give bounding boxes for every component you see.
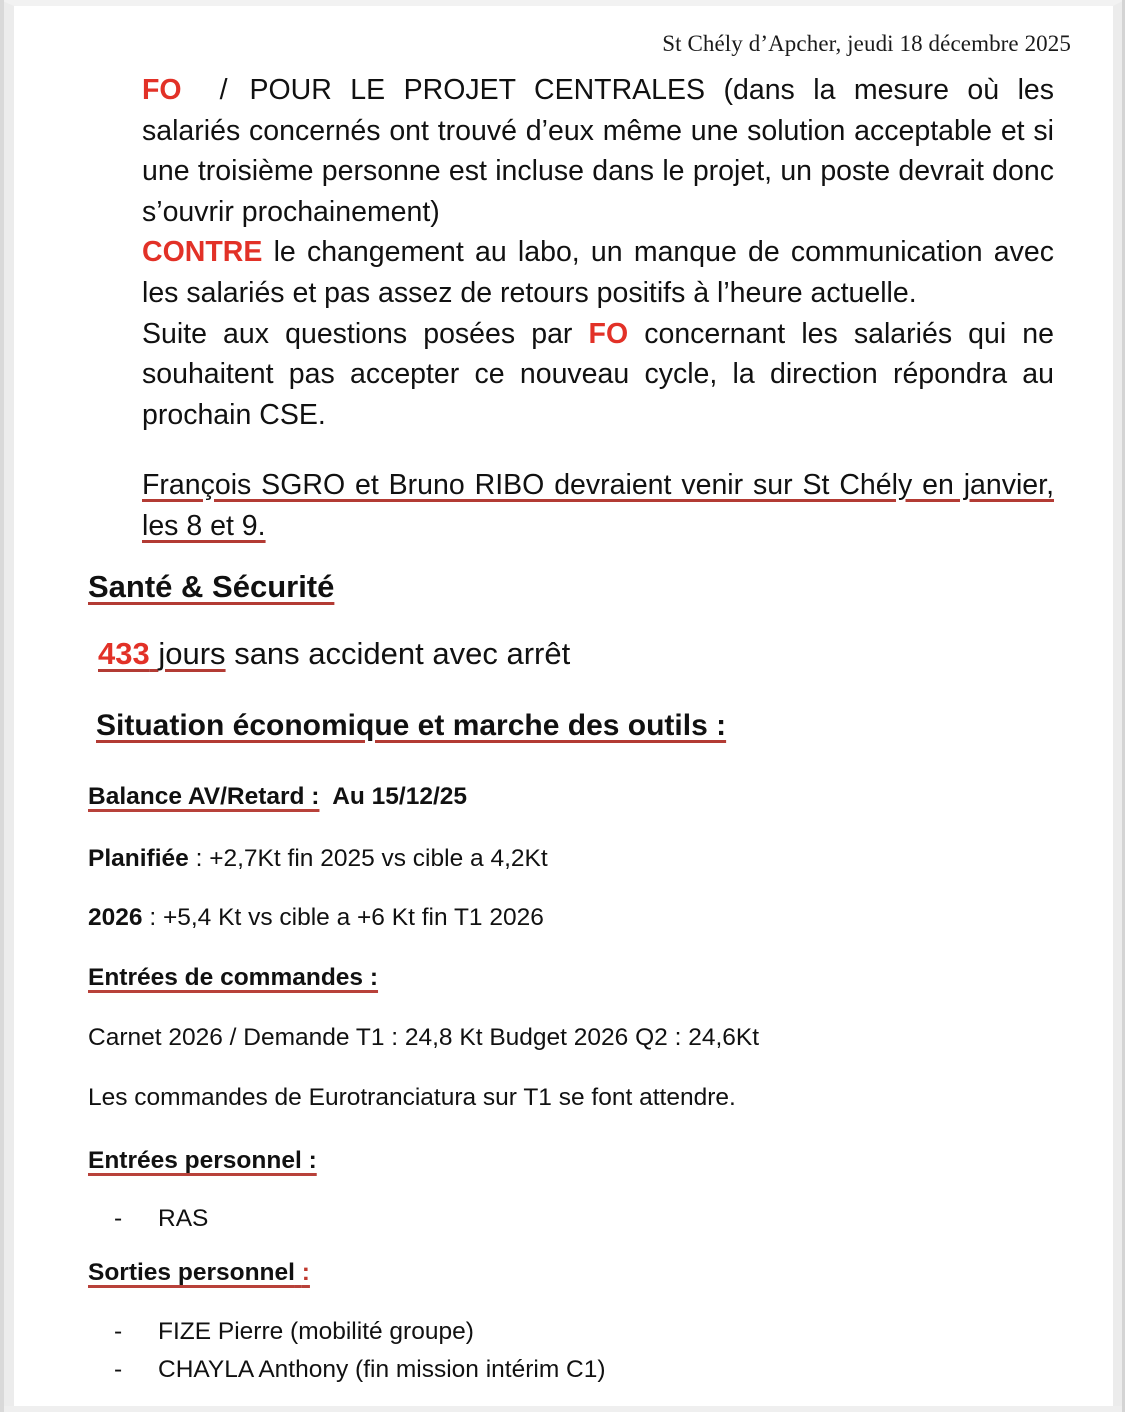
paragraph-visite-text: François SGRO et Bruno RIBO devraient venir sur St Chély en janvier, les 8 et 9. bbox=[142, 469, 1054, 542]
bullet-dash-icon: - bbox=[114, 1205, 123, 1232]
list-item-label: RAS bbox=[158, 1205, 209, 1232]
list-item bbox=[114, 1205, 208, 1233]
paragraph-visite-block bbox=[142, 465, 1054, 546]
document-sheet bbox=[14, 6, 1113, 1406]
paragraph-suite bbox=[142, 314, 1054, 436]
heading-sorties-personnel-colon: : bbox=[301, 1259, 310, 1286]
heading-entrees-commandes-label: Entrées de commandes : bbox=[88, 964, 379, 991]
planifiee-line bbox=[88, 845, 548, 873]
paragraph-visite bbox=[142, 465, 1054, 546]
heading-situation-economique-label: Situation économique et marche des outils : bbox=[96, 709, 727, 742]
annee-2026-line bbox=[88, 904, 544, 932]
days-without-accident-line bbox=[98, 636, 570, 672]
document-header-date: St Chély d’Apcher, jeudi 18 décembre 2025 bbox=[662, 31, 1071, 56]
heading-sante-securite-label: Santé & Sécurité bbox=[88, 569, 335, 604]
carnet-line: Carnet 2026 / Demande T1 : 24,8 Kt Budget 2026 Q2 : 24,6Kt bbox=[88, 1024, 760, 1051]
balance-label: Balance AV/Retard : bbox=[88, 783, 320, 810]
paragraph-fo bbox=[142, 70, 1054, 232]
balance-line bbox=[88, 783, 467, 811]
heading-entrees-personnel bbox=[88, 1147, 317, 1175]
heading-sorties-personnel bbox=[88, 1259, 310, 1287]
bullet-dash-icon: - bbox=[114, 1356, 123, 1383]
list-item-label: FIZE Pierre (mobilité groupe) bbox=[158, 1318, 474, 1345]
contre-label: CONTRE bbox=[142, 236, 263, 269]
list-item-label: CHAYLA Anthony (fin mission intérim C1) bbox=[158, 1356, 606, 1383]
paragraph-suite-part2: concernant les salariés qui ne souhaitent pas accepter ce nouveau cycle, la direction répondra au prochain CSE. bbox=[142, 317, 1055, 431]
fo-label-inline: FO bbox=[588, 317, 629, 350]
list-item bbox=[114, 1356, 606, 1384]
heading-sorties-personnel-label: Sorties personnel bbox=[88, 1259, 295, 1286]
heading-situation-economique bbox=[96, 709, 726, 743]
annee-2026-label: 2026 bbox=[88, 904, 143, 931]
bullet-dash-icon: - bbox=[114, 1318, 123, 1345]
heading-sante-securite bbox=[88, 569, 334, 605]
annee-2026-value: : +5,4 Kt vs cible a +6 Kt fin T1 2026 bbox=[149, 904, 544, 931]
paragraph-fo-text: POUR LE PROJET CENTRALES (dans la mesure où les salariés concernés ont trouvé d’eux même une solution acceptable et si une troisième personne est incluse dans le projet, un poste devrait donc s’ouvrir prochainement) bbox=[142, 74, 1054, 228]
heading-entrees-commandes bbox=[88, 964, 378, 992]
paragraph-contre-text: le changement au labo, un manque de communication avec les salariés et pas assez de retours positifs à l’heure actuelle. bbox=[142, 236, 1055, 309]
balance-value: Au 15/12/25 bbox=[332, 783, 468, 810]
heading-entrees-personnel-label: Entrées personnel : bbox=[88, 1147, 317, 1174]
days-rest-text: sans accident avec arrêt bbox=[234, 636, 571, 671]
days-word: jours bbox=[158, 636, 226, 671]
slash-mark: / bbox=[219, 74, 228, 106]
planifiee-label: Planifiée bbox=[88, 845, 189, 872]
fo-label: FO bbox=[142, 74, 182, 106]
paragraph-suite-part1: Suite aux questions posées par bbox=[142, 317, 573, 350]
days-count: 433 bbox=[98, 636, 150, 671]
planifiee-value: : +2,7Kt fin 2025 vs cible a 4,2Kt bbox=[195, 845, 548, 872]
list-item bbox=[114, 1318, 474, 1346]
paragraph-contre bbox=[142, 232, 1054, 313]
eurotranciatura-line: Les commandes de Eurotranciatura sur T1 se font attendre. bbox=[88, 1084, 736, 1111]
main-body-text bbox=[142, 70, 1054, 435]
